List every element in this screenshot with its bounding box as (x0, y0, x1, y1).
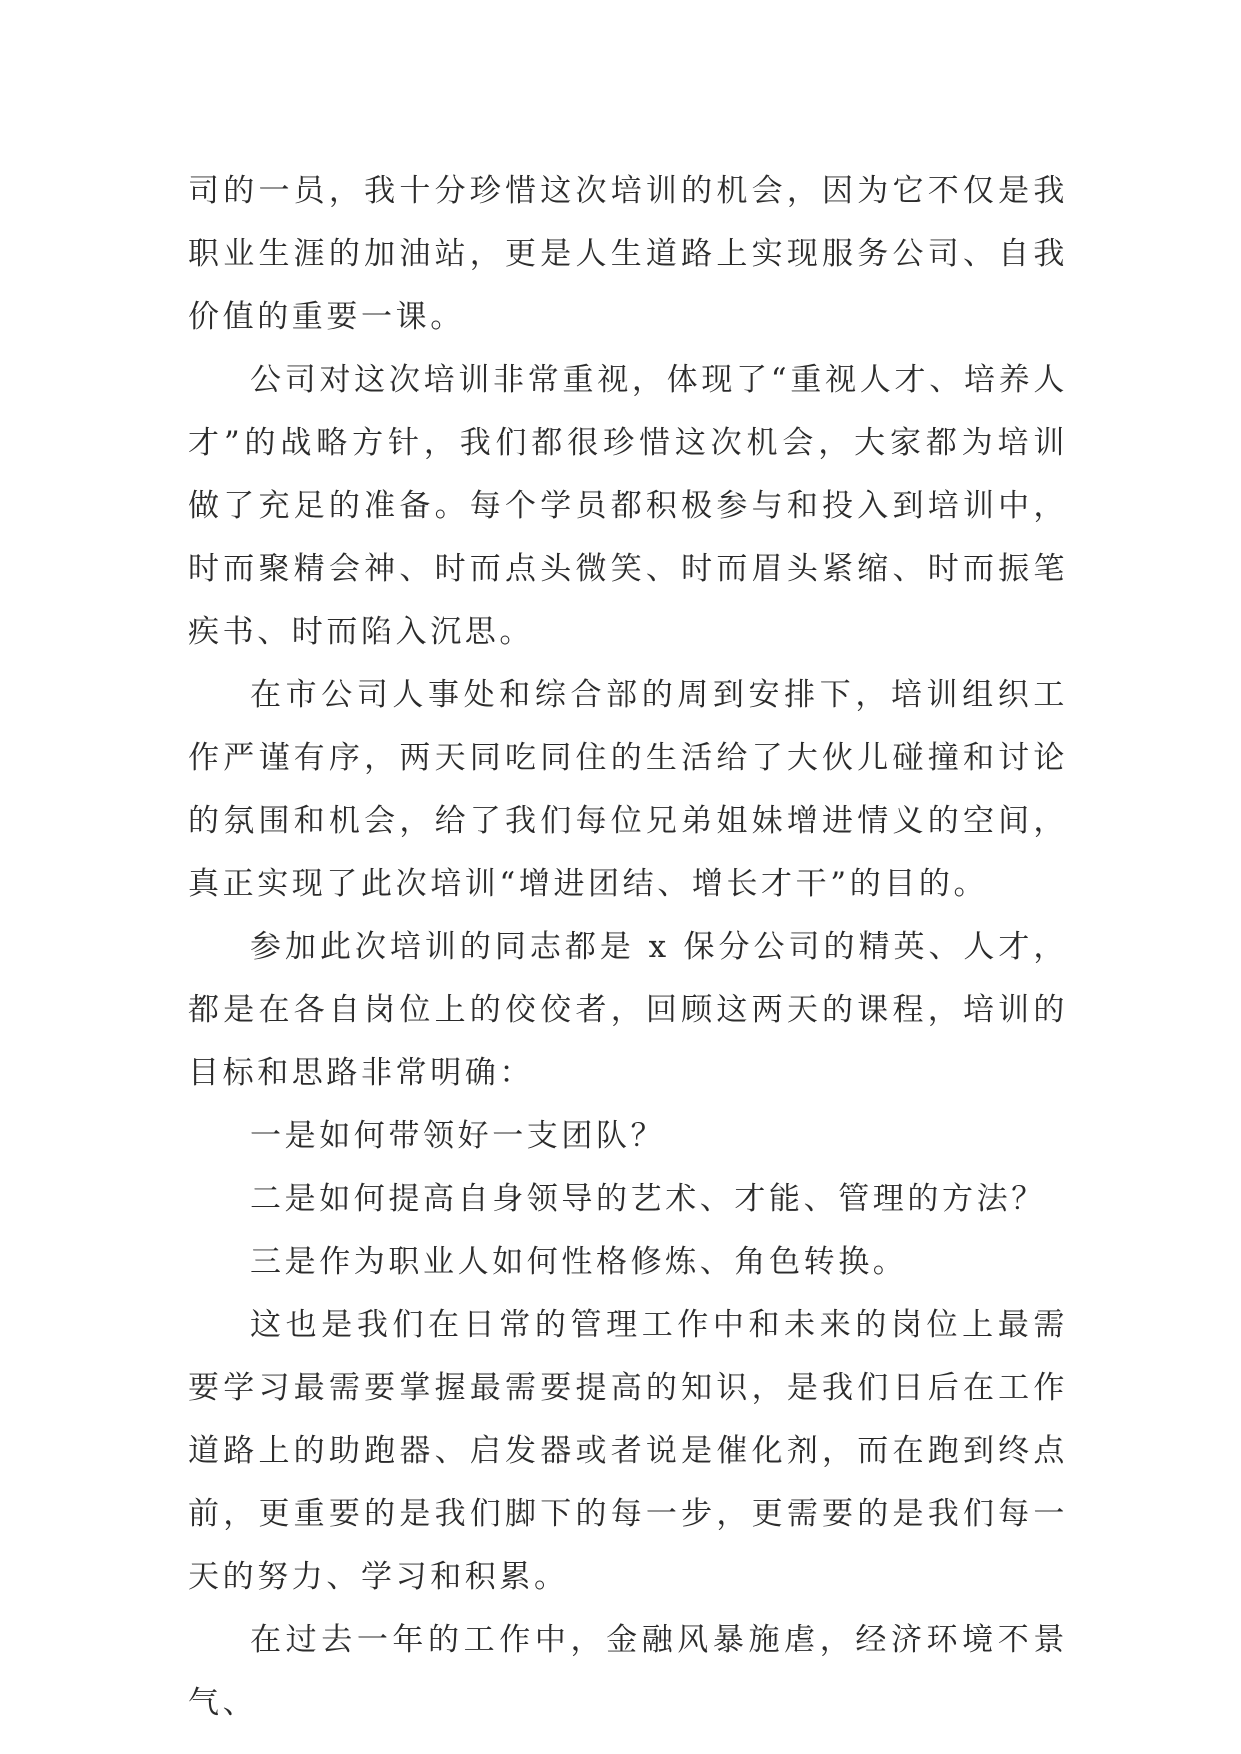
paragraph-1: 司的一员，我十分珍惜这次培训的机会，因为它不仅是我职业生涯的加油站，更是人生道路上实现服务公司、自我价值的重要一课。 (188, 173, 1068, 335)
list-item-2: 二是如何提高自身领导的艺术、才能、管理的方法？ (250, 1181, 1046, 1217)
paragraph-6: 在过去一年的工作中，金融风暴施虐，经济环境不景气、 (188, 1622, 1068, 1721)
paragraph-3: 在市公司人事处和综合部的周到安排下，培训组织工作严谨有序，两天同吃同住的生活给了大伙儿碰撞和讨论的氛围和机会，给了我们每位兄弟姐妹增进情义的空间，真正实现了此次培训“增进团结、增长才干”的目的。 (188, 677, 1068, 902)
paragraph-2: 公司对这次培训非常重视，体现了“重视人才、培养人才”的战略方针，我们都很珍惜这次机会，大家都为培训做了充足的准备。每个学员都积极参与和投入到培训中，时而聚精会神、时而点头微笑、时而眉头紧缩、时而振笔疾书、时而陷入沉思。 (188, 362, 1068, 650)
document-body (188, 160, 1068, 1735)
paragraph-5: 这也是我们在日常的管理工作中和未来的岗位上最需要学习最需要掌握最需要提高的知识，是我们日后在工作道路上的助跑器、启发器或者说是催化剂，而在跑到终点前，更重要的是我们脚下的每一步，更需要的是我们每一天的努力、学习和积累。 (188, 1307, 1068, 1595)
list-item-1: 一是如何带领好一支团队？ (250, 1118, 666, 1154)
paragraph-4: 参加此次培训的同志都是 x 保分公司的精英、人才，都是在各自岗位上的佼佼者，回顾这两天的课程，培训的目标和思路非常明确： (188, 929, 1068, 1091)
list-item-3: 三是作为职业人如何性格修炼、角色转换。 (250, 1244, 908, 1280)
